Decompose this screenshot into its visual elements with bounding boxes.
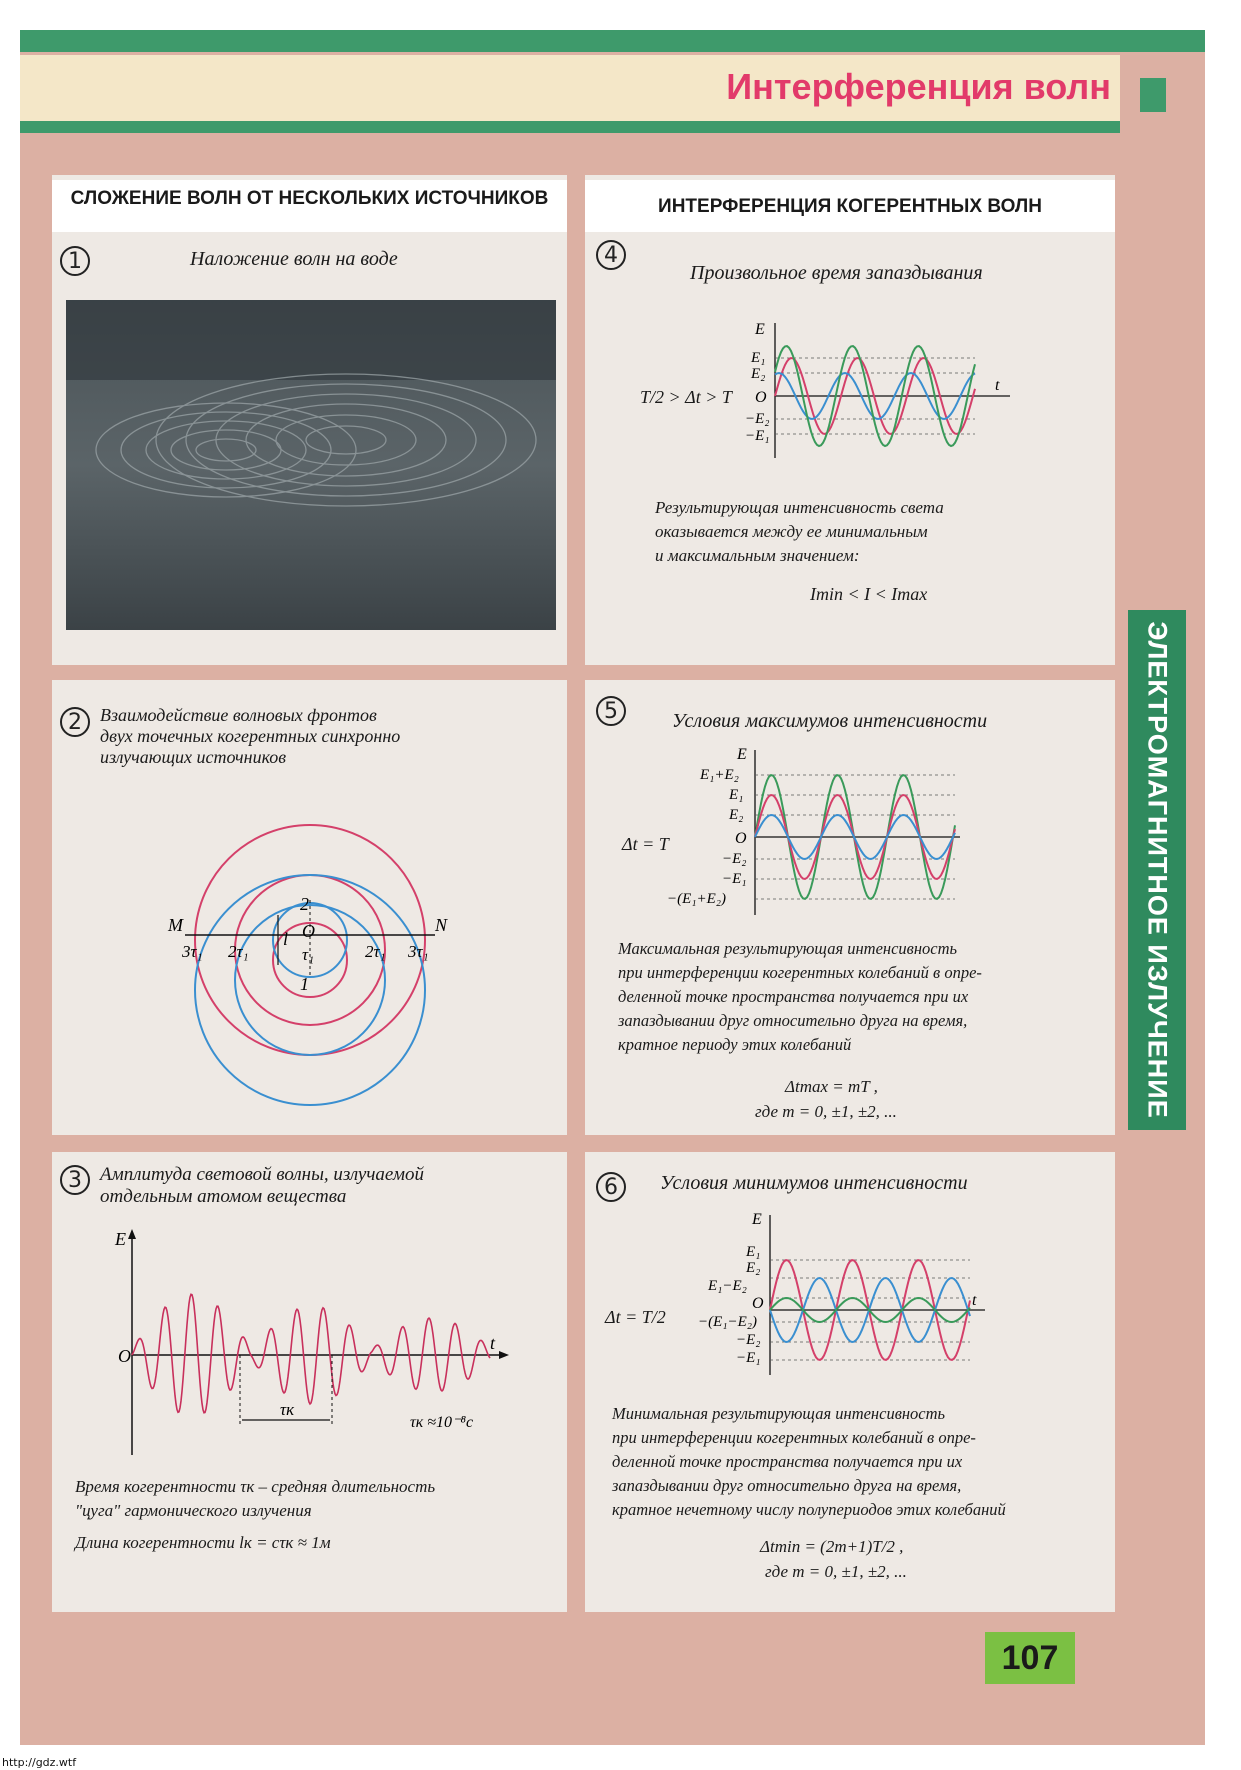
n-label: N (435, 915, 448, 935)
panel-3-text-line-2: "цуга" гармонического излучения (75, 1501, 312, 1520)
p6-label-e2: E₂ (746, 1260, 761, 1276)
panel-5-text-line-2: при интерференции когерентных колебаний в опре- (618, 963, 982, 982)
footer-url[interactable]: http://gdz.wtf (2, 1756, 77, 1769)
p5-label-e12: E₁+E₂ (700, 767, 739, 783)
side-tab-label: ЭЛЕКТРОМАГНИТНОЕ ИЗЛУЧЕНИЕ (1142, 621, 1173, 1119)
panel-6-text-line-5: кратное нечетному числу полупериодов этих колебаний (612, 1500, 1006, 1519)
p6-label-e1: E₁ (746, 1244, 761, 1260)
panel-5-caption: Условия максимумов интенсивности (672, 710, 988, 732)
panel-5-text (618, 937, 982, 1057)
p4-label-o: O (755, 389, 767, 406)
p5-label-e2: E₂ (729, 807, 744, 823)
panel-5-text-line-5: кратное периоду этих колебаний (618, 1035, 852, 1054)
top-green-band (20, 30, 1205, 52)
panel-4-text-line-2: оказывается между ее минимальным (655, 522, 928, 541)
panel-2-number: 2 (60, 707, 90, 737)
panel-5-number: 5 (596, 696, 626, 726)
panel-3-caption-line-1: Амплитуда световой волны, излучаемой (100, 1164, 424, 1185)
panel-1-caption: Наложение волн на воде (190, 248, 398, 270)
panel-4-text-line-1: Результирующая интенсивность света (655, 498, 944, 517)
p5-label-me12: −(E₁+E₂) (667, 891, 726, 907)
p5-label-e: E (737, 746, 747, 763)
p4-label-e2: E₂ (751, 366, 766, 382)
p3-tau-value: τк ≈10⁻⁸с (410, 1414, 474, 1431)
panel-4-text-line-3: и максимальным значением: (655, 546, 860, 565)
panel-6-condition: Δt = T/2 (605, 1307, 666, 1327)
panel-6-text-line-2: при интерференции когерентных колебаний в опре- (612, 1428, 976, 1447)
page-number: 107 (985, 1632, 1075, 1684)
p5-label-o: O (735, 830, 747, 847)
wave-graph-4 (745, 318, 1015, 463)
panel-4-text (655, 496, 944, 568)
header-rule (20, 121, 1120, 133)
panel-5-text-line-4: запаздывании друг относительно друга на время, (618, 1011, 968, 1030)
panel-2-caption-line-2: двух точечных когерентных синхронно (100, 726, 401, 746)
p3-axis-t: t (490, 1333, 496, 1353)
panel-4-formula: Imin < I < Imax (810, 584, 928, 604)
water-photo (66, 300, 556, 630)
panel-3-text-line-3: Длина когерентности lк = cτк ≈ 1м (75, 1533, 331, 1552)
p6-label-e: E (752, 1211, 762, 1228)
l-label: l (283, 929, 289, 949)
panel-3-text-line-1: Время когерентности τк – средняя длительность (75, 1477, 436, 1496)
panel-4-caption: Произвольное время запаздывания (690, 262, 983, 284)
tau1-label: τ₁ (302, 945, 314, 964)
source-1-label: 1 (300, 974, 309, 994)
panel-6-formula: Δtmin = (2m+1)T/2 , (760, 1537, 904, 1556)
p6-label-o: O (752, 1295, 764, 1312)
p3-tau-k: τк (280, 1400, 295, 1419)
p3-origin: O (118, 1346, 131, 1366)
wave-graph-6 (670, 1210, 990, 1380)
panel-3-caption (100, 1164, 424, 1208)
p4-label-e1: E₁ (751, 350, 766, 366)
panel-6-number: 6 (596, 1172, 626, 1202)
panel-3-text (75, 1475, 435, 1555)
panel-6-caption: Условия минимумов интенсивности (660, 1172, 968, 1194)
panel-6-text-line-1: Минимальная результирующая интенсивность (612, 1404, 946, 1423)
p4-label-me1: −E₁ (745, 428, 770, 444)
p6-label-me2: −E₂ (736, 1332, 761, 1348)
source-2-label: 2 (300, 894, 309, 914)
panel-3-number: 3 (60, 1165, 90, 1195)
header-green-square (1140, 78, 1166, 112)
wavefront-diagram (160, 765, 460, 1125)
p5-label-e1: E₁ (729, 787, 744, 803)
p4-label-t: t (995, 377, 1000, 394)
three-tau-left: 3τ₁ (182, 942, 203, 961)
amplitude-graph (110, 1225, 510, 1455)
two-tau-right: 2τ₁ (365, 942, 386, 961)
panel-2-caption-line-3: излучающих источников (100, 747, 287, 767)
panel-5-text-line-1: Максимальная результирующая интенсивность (618, 939, 958, 958)
panel-6-text-line-4: запаздывании друг относительно друга на время, (612, 1476, 962, 1495)
panel-6-text-line-3: деленной точке пространства получается при их (612, 1452, 963, 1471)
page-title: Интерференция волн (726, 66, 1111, 107)
wave-graph-5 (665, 745, 965, 920)
p5-label-me2: −E₂ (722, 851, 747, 867)
panel-5-formula-2: где m = 0, ±1, ±2, ... (755, 1102, 897, 1121)
signal-curve (132, 1294, 490, 1413)
p4-label-me2: −E₂ (745, 411, 770, 427)
p6-label-me1: −E₁ (736, 1350, 761, 1366)
panel-6-text (612, 1402, 1006, 1522)
p6-label-t: t (972, 1292, 977, 1309)
panel-2-caption (100, 705, 400, 768)
panel-4-condition: T/2 > Δt > T (640, 387, 732, 407)
p6-label-me1me2: −(E₁−E₂) (698, 1314, 757, 1330)
section-title-left: СЛОЖЕНИЕ ВОЛН ОТ НЕСКОЛЬКИХ ИСТОЧНИКОВ (52, 180, 567, 232)
panel-5-text-line-3: деленной точке пространства получается при их (618, 987, 969, 1006)
three-tau-right: 3τ₁ (408, 942, 429, 961)
p6-label-e1me2: E₁−E₂ (708, 1278, 747, 1294)
m-label: M (168, 915, 183, 935)
origin-label: O (302, 921, 315, 941)
panel-6-formula-2: где m = 0, ±1, ±2, ... (765, 1562, 907, 1581)
panel-1-number: 1 (60, 246, 90, 276)
p4-label-e: E (755, 321, 765, 338)
panel-5-formula: Δtmax = mT , (785, 1077, 878, 1096)
panel-5-condition: Δt = T (622, 834, 669, 854)
panel-3-caption-line-2: отдельным атомом вещества (100, 1186, 347, 1207)
panel-4-number: 4 (596, 240, 626, 270)
p5-label-me1: −E₁ (722, 871, 747, 887)
p3-axis-e: E (115, 1229, 126, 1249)
two-tau-left: 2τ₁ (228, 942, 249, 961)
panel-2-caption-line-1: Взаимодействие волновых фронтов (100, 705, 377, 725)
section-title-right: ИНТЕРФЕРЕНЦИЯ КОГЕРЕНТНЫХ ВОЛН (585, 180, 1115, 232)
